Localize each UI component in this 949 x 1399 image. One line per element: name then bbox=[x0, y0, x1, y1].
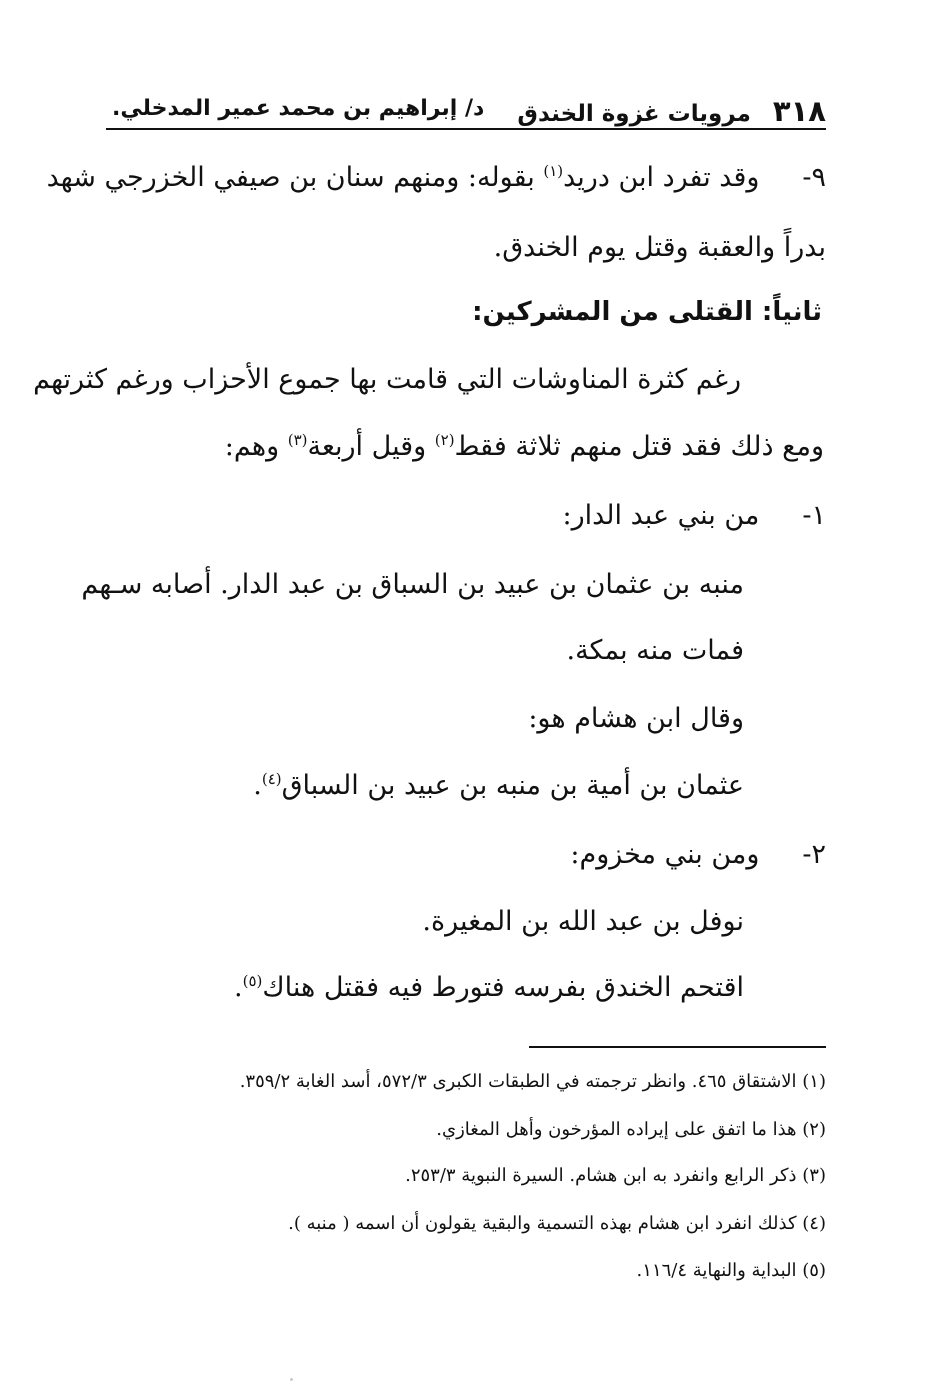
body-line-8 bbox=[106, 766, 744, 806]
body-line-3: رغم كثرة المناوشات التي قامت بها جموع الأحزاب ورغم كثرتهم bbox=[33, 364, 741, 395]
text-segment: عثمان بن أمية بن منبه بن عبيد بن السباق bbox=[281, 770, 744, 801]
body-line-5: منبه بن عثمان بن عبيد بن السباق بن عبد الدار. أصابه سـهم bbox=[81, 569, 744, 600]
body-line-10 bbox=[106, 968, 744, 1008]
body-line-6: فمات منه بمكة. bbox=[566, 635, 744, 666]
item-number: ١- bbox=[802, 500, 826, 531]
footnote-ref: (١) bbox=[543, 162, 564, 180]
footnote-ref: (٤) bbox=[261, 770, 282, 788]
text-segment: وهم: bbox=[224, 431, 288, 462]
footnote-1: (١) الاشتقاق ٤٦٥. وانظر ترجمته في الطبقات الكبرى ٥٧٢/٣، أسد الغابة ٣٥٩/٢. bbox=[239, 1071, 826, 1092]
text-segment: ومع ذلك فقد قتل منهم ثلاثة فقط bbox=[454, 431, 824, 462]
body-line-9: نوفل بن عبد الله بن المغيرة. bbox=[422, 906, 744, 937]
scan-speck bbox=[290, 1378, 293, 1381]
section-title: ثانياً: القتلى من المشركين: bbox=[472, 297, 822, 327]
list-item-1 bbox=[106, 496, 826, 536]
footnote-separator bbox=[529, 1046, 826, 1048]
list-item-text: ومن بني مخزوم: bbox=[570, 839, 760, 870]
footnote-2: (٢) هذا ما اتفق على إيراده المؤرخون وأهل المغازي. bbox=[436, 1119, 826, 1140]
footnote-ref: (٢) bbox=[434, 431, 455, 449]
footnote-3: (٣) ذكر الرابع وانفرد به ابن هشام. السيرة النبوية ٢٥٣/٣. bbox=[405, 1165, 826, 1186]
body-line-1 bbox=[46, 158, 826, 198]
header-right bbox=[517, 94, 826, 128]
item-number: ٩- bbox=[802, 162, 826, 193]
list-item-text: من بني عبد الدار: bbox=[562, 500, 760, 531]
text-segment: . bbox=[253, 770, 262, 801]
header-title: مرويات غزوة الخندق bbox=[517, 101, 751, 127]
text-segment: اقتحم الخندق بفرسه فتورط فيه فقتل هناك bbox=[262, 972, 744, 1003]
text-segment: وقد تفرد ابن دريد bbox=[563, 162, 760, 193]
body-line-7: وقال ابن هشام هو: bbox=[528, 703, 744, 734]
text-segment: وقيل أربعة bbox=[307, 431, 435, 462]
running-header bbox=[106, 92, 826, 130]
footnote-4: (٤) كذلك انفرد ابن هشام بهذه التسمية والبقية يقولون أن اسمه ( منبه ). bbox=[288, 1213, 826, 1234]
page-number: ٣١٨ bbox=[772, 94, 826, 128]
text-segment: بقوله: ومنهم سنان بن صيفي الخزرجي شهد bbox=[46, 162, 544, 193]
footnote-ref: (٣) bbox=[287, 431, 308, 449]
footnote-5: (٥) البداية والنهاية ١١٦/٤. bbox=[636, 1260, 826, 1281]
footnote-ref: (٥) bbox=[242, 972, 263, 990]
body-line-2: بدراً والعقبة وقتل يوم الخندق. bbox=[493, 232, 826, 263]
header-author: د/ إبراهيم بن محمد عمير المدخلي. bbox=[112, 96, 485, 121]
text-segment: . bbox=[234, 972, 243, 1003]
body-line-4 bbox=[106, 427, 824, 467]
item-number: ٢- bbox=[802, 839, 826, 870]
list-item-2 bbox=[106, 835, 826, 875]
